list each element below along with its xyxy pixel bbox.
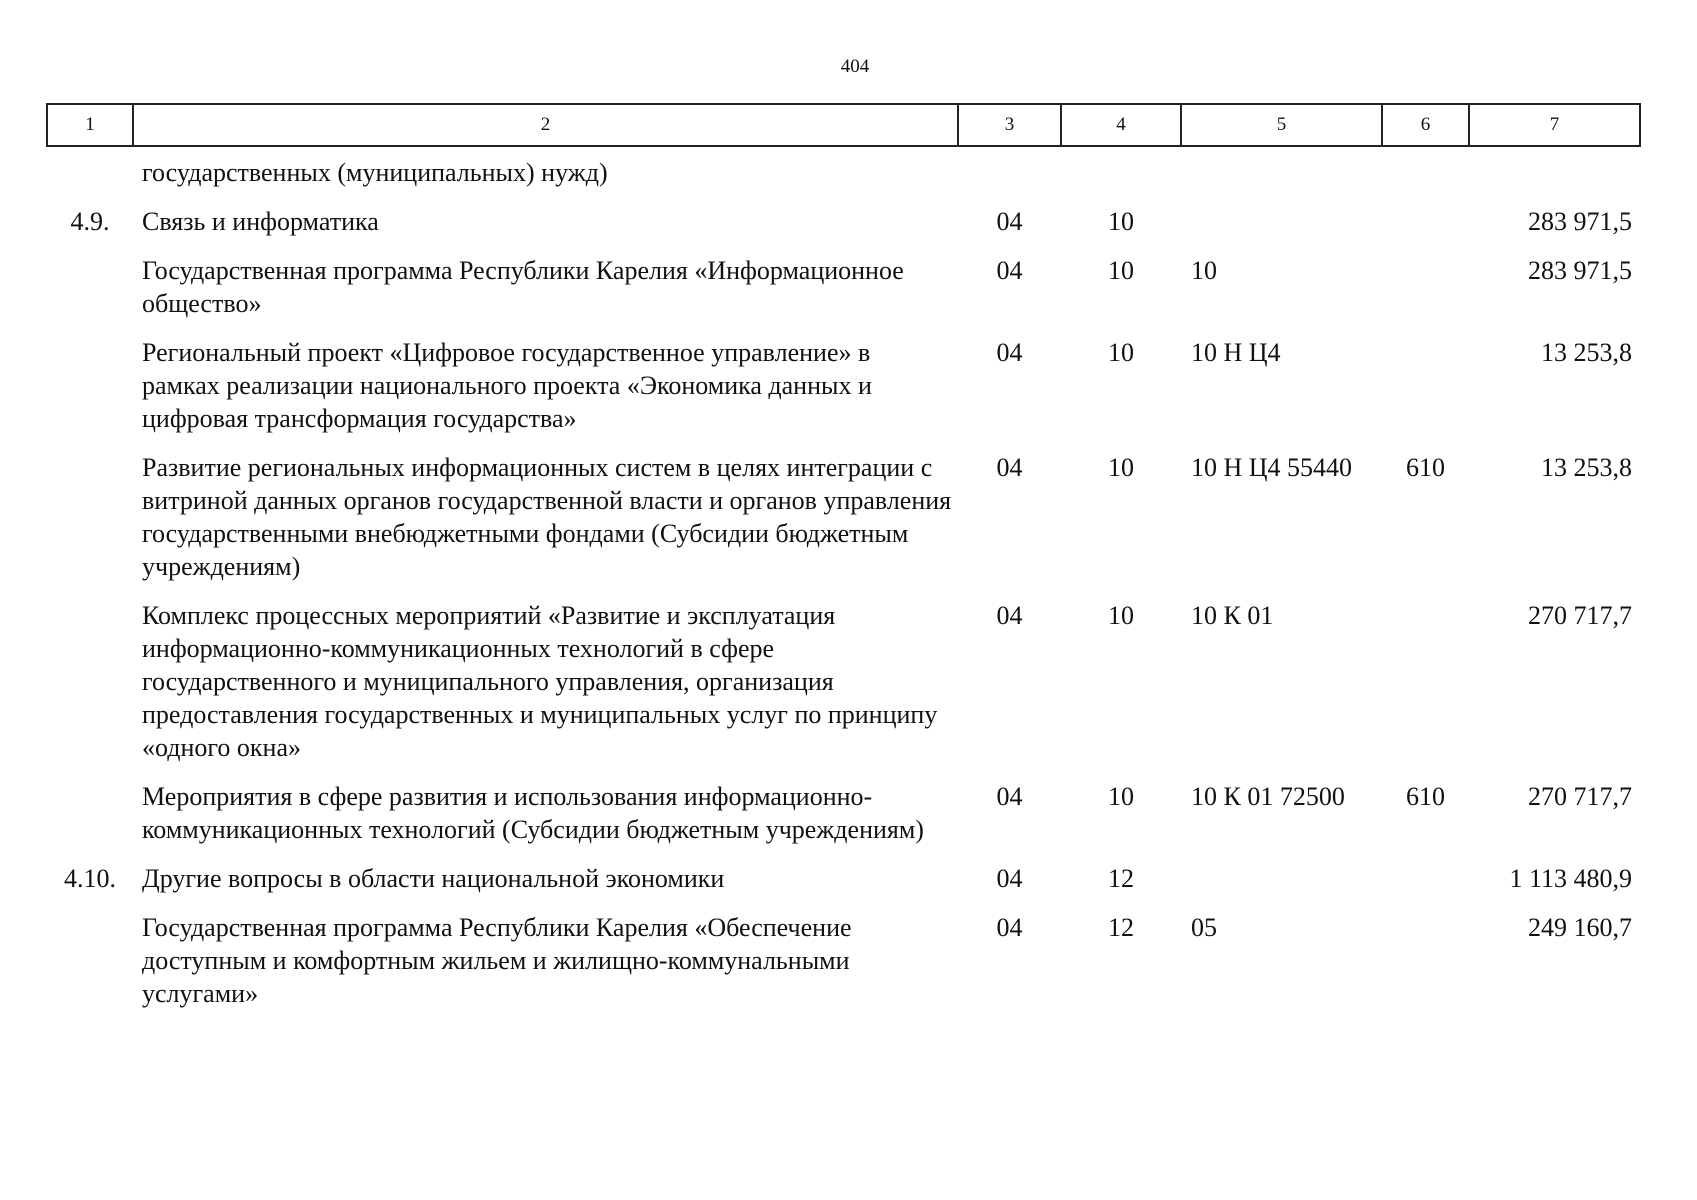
- row-subsection-code: 10: [1108, 601, 1134, 630]
- row-subsection-code: 12: [1108, 864, 1134, 893]
- table-row: [47, 780, 1640, 862]
- column-header-5: 5: [1181, 104, 1382, 146]
- row-name: Связь и информатика: [142, 207, 379, 236]
- row-target-article: 10 К 01: [1191, 601, 1274, 630]
- row-name: Мероприятия в сфере развития и использования информационно-коммуникационных технологий (Субсидии бюджетным учреждениям): [142, 782, 924, 844]
- row-target-article: 05: [1191, 913, 1217, 942]
- column-header-2: 2: [133, 104, 958, 146]
- row-subsection-code: 10: [1108, 453, 1134, 482]
- row-number: [47, 451, 133, 599]
- row-name: Развитие региональных информационных систем в целях интеграции с витриной данных органов государственной власти и органов управления государственными внебюджетными фондами (Субсидии бюджетным учреждениям): [142, 453, 952, 581]
- column-header-1: 1: [47, 104, 133, 146]
- row-number: [47, 911, 133, 1026]
- row-name: Государственная программа Республики Карелия «Информационное общество»: [142, 256, 904, 318]
- row-target-article: 10 Н Ц4 55440: [1191, 453, 1353, 482]
- row-subsection-code: 10: [1108, 338, 1134, 367]
- row-section-code: 04: [996, 864, 1023, 893]
- table-row: [47, 336, 1640, 451]
- row-amount: 270 717,7: [1528, 782, 1632, 811]
- row-expense-type: [1382, 599, 1469, 780]
- row-subsection-code: [1061, 146, 1181, 205]
- row-subsection-code: 12: [1108, 913, 1134, 942]
- page-number: 404: [840, 56, 870, 77]
- column-header-6: 6: [1382, 104, 1469, 146]
- column-header-4: 4: [1061, 104, 1181, 146]
- table-row: [47, 254, 1640, 336]
- row-target-article: 10: [1191, 256, 1217, 285]
- table-row: [47, 205, 1640, 254]
- row-subsection-code: 10: [1108, 782, 1134, 811]
- row-expense-type: [1382, 911, 1469, 1026]
- row-section-code: 04: [996, 207, 1023, 236]
- row-amount: 13 253,8: [1541, 453, 1632, 482]
- row-number: 4.9.: [70, 207, 110, 236]
- table-row: [47, 451, 1640, 599]
- row-expense-type: [1382, 862, 1469, 911]
- row-section-code: 04: [996, 256, 1023, 285]
- row-section-code: 04: [996, 338, 1023, 367]
- row-name: государственных (муниципальных) нужд): [142, 158, 608, 187]
- table-row: [47, 599, 1640, 780]
- row-target-article: [1181, 205, 1382, 254]
- column-header-7: 7: [1469, 104, 1640, 146]
- row-name: Другие вопросы в области национальной экономики: [142, 864, 725, 893]
- row-section-code: 04: [996, 782, 1023, 811]
- budget-table: [46, 103, 1641, 1026]
- row-section-code: 04: [996, 601, 1023, 630]
- row-number: [47, 146, 133, 205]
- row-section-code: 04: [996, 453, 1023, 482]
- row-target-article: [1181, 146, 1382, 205]
- row-name: Государственная программа Республики Карелия «Обеспечение доступным и комфортным жильем и жилищно-коммунальными услугами»: [142, 913, 852, 1008]
- table-row: [47, 146, 1640, 205]
- row-amount: [1469, 146, 1640, 205]
- row-name: Комплекс процессных мероприятий «Развитие и эксплуатация информационно-коммуникационных технологий в сфере государственного и муниципального управления, организация предоставления государственных и муниципальных услуг по принципу «одного окна»: [142, 601, 938, 762]
- row-amount: 283 971,5: [1528, 207, 1632, 236]
- row-number: [47, 599, 133, 780]
- row-number: [47, 254, 133, 336]
- table-row: [47, 862, 1640, 911]
- row-expense-type: 610: [1406, 453, 1445, 482]
- row-number: 4.10.: [64, 864, 116, 893]
- row-subsection-code: 10: [1108, 256, 1134, 285]
- row-section-code: [958, 146, 1061, 205]
- row-expense-type: [1382, 146, 1469, 205]
- row-target-article: [1181, 862, 1382, 911]
- row-number: [47, 780, 133, 862]
- row-expense-type: [1382, 336, 1469, 451]
- row-target-article: 10 К 01 72500: [1191, 782, 1345, 811]
- column-number-header-row: [47, 104, 1640, 146]
- row-amount: 13 253,8: [1541, 338, 1632, 367]
- row-amount: 1 113 480,9: [1509, 864, 1632, 893]
- row-amount: 249 160,7: [1528, 913, 1632, 942]
- table-row: [47, 911, 1640, 1026]
- column-header-3: 3: [958, 104, 1061, 146]
- row-expense-type: [1382, 254, 1469, 336]
- row-expense-type: [1382, 205, 1469, 254]
- row-amount: 270 717,7: [1528, 601, 1632, 630]
- row-number: [47, 336, 133, 451]
- row-expense-type: 610: [1406, 782, 1445, 811]
- row-amount: 283 971,5: [1528, 256, 1632, 285]
- row-name: Региональный проект «Цифровое государственное управление» в рамках реализации национального проекта «Экономика данных и цифровая трансформация государства»: [142, 338, 872, 433]
- row-target-article: 10 Н Ц4: [1191, 338, 1281, 367]
- row-section-code: 04: [996, 913, 1023, 942]
- row-subsection-code: 10: [1108, 207, 1134, 236]
